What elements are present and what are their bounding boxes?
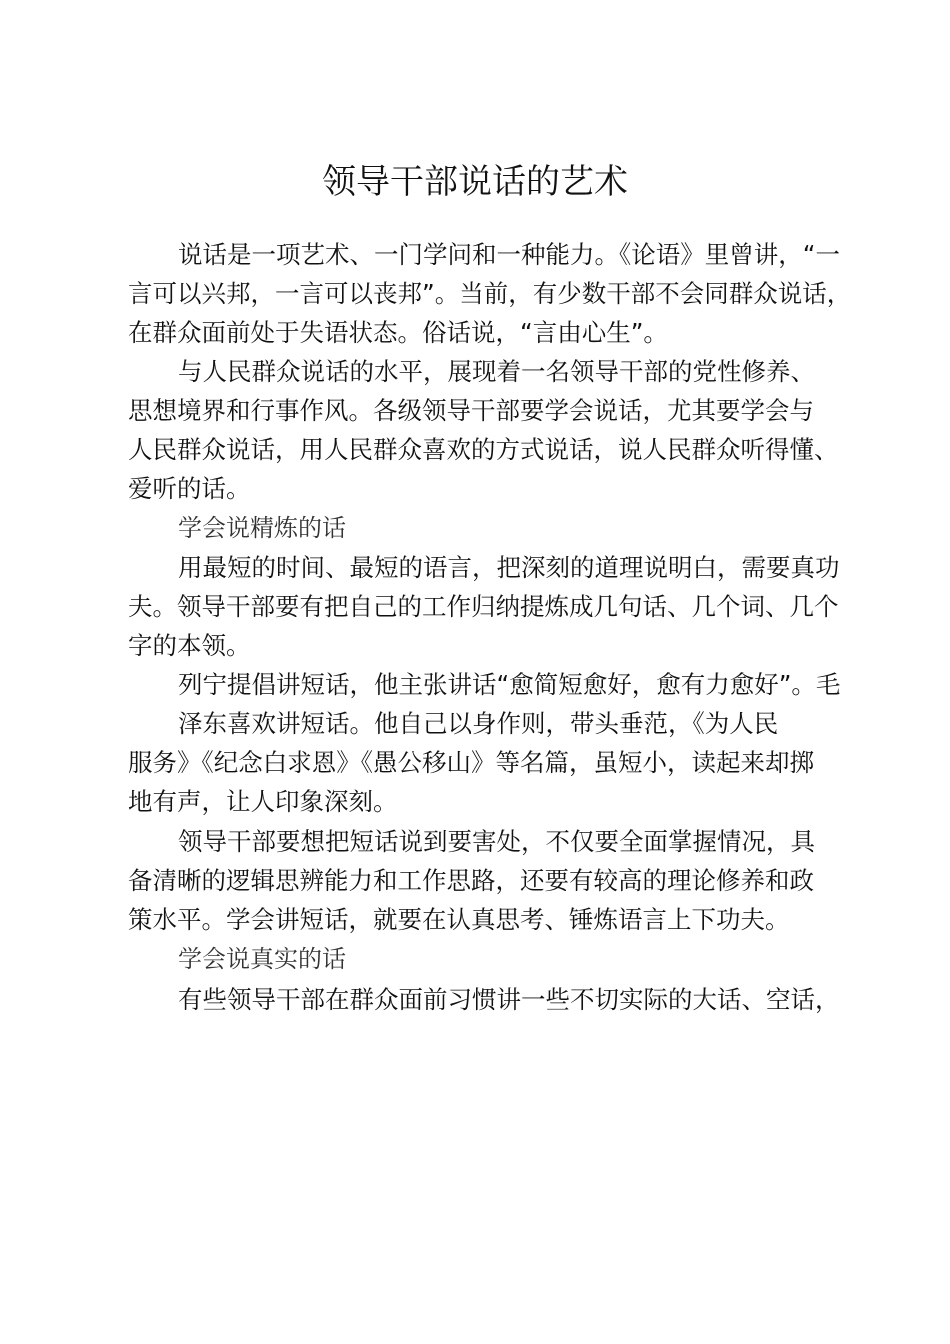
body-line: 字的本领。: [128, 631, 251, 660]
section-heading: 学会说真实的话: [178, 945, 346, 973]
body-line: 泽东喜欢讲短话。他自己以身作则，带头垂范，《为人民: [178, 709, 779, 738]
body-line: 人民群众说话，用人民群众喜欢的方式说话，说人民群众听得懂、: [128, 435, 839, 464]
section-heading: 学会说精炼的话: [178, 514, 346, 542]
body-line: 说话是一项艺术、一门学问和一种能力。《论语》里曾讲，“一: [178, 240, 840, 269]
body-line: 服务》《纪念白求恩》《愚公移山》等名篇，虽短小，读起来却掷: [128, 748, 814, 777]
body-line: 有些领导干部在群众面前习惯讲一些不切实际的大话、空话，: [178, 985, 840, 1014]
body-line: 用最短的时间、最短的语言，把深刻的道理说明白，需要真功: [178, 553, 840, 582]
body-line: 策水平。学会讲短话，就要在认真思考、锤炼语言上下功夫。: [128, 905, 790, 934]
body-line: 备清晰的逻辑思辨能力和工作思路，还要有较高的理论修养和政: [128, 866, 814, 895]
document-title: 领导干部说话的艺术: [322, 162, 628, 202]
body-line: 与人民群众说话的水平，展现着一名领导干部的党性修养、: [178, 357, 815, 386]
body-line: 地有声，让人印象深刻。: [128, 787, 398, 816]
body-line: 领导干部要想把短话说到要害处，不仅要全面掌握情况，具: [178, 827, 815, 856]
body-line: 思想境界和行事作风。各级领导干部要学会说话，尤其要学会与: [128, 396, 814, 425]
body-line: 爱听的话。: [128, 474, 251, 503]
body-line: 列宁提倡讲短话，他主张讲话“愈简短愈好，愈有力愈好”。毛: [178, 670, 841, 699]
body-line: 言可以兴邦，一言可以丧邦”。当前，有少数干部不会同群众说话，: [128, 279, 852, 308]
body-line: 在群众面前处于失语状态。俗话说，“言由心生”。: [128, 318, 668, 347]
body-line: 夫。领导干部要有把自己的工作归纳提炼成几句话、几个词、几个: [128, 592, 839, 621]
